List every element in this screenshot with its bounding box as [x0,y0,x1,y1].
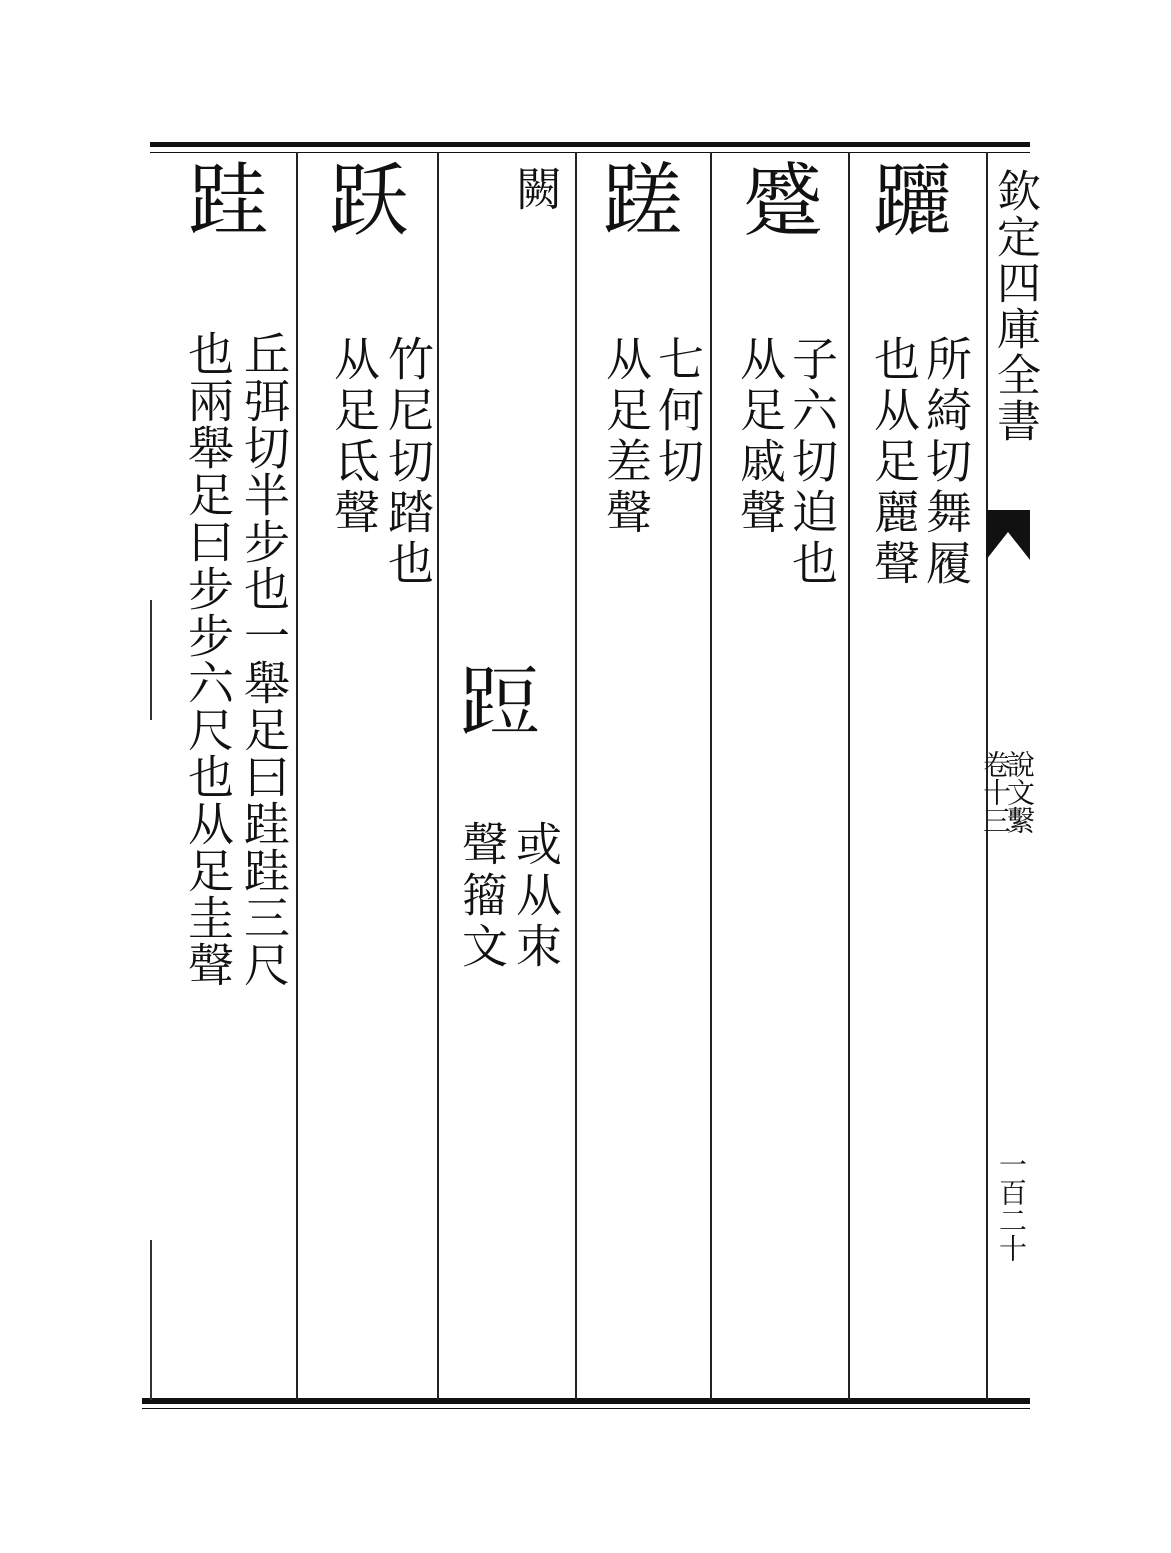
top-border [150,142,1030,147]
gloss-line: 七何切 [651,335,705,488]
gloss-line: 也兩舉足曰步步六尺也从足圭聲 [181,330,235,988]
column-divider [575,152,577,1400]
gloss-line: 也从足麗聲 [867,335,921,590]
headword: 蹉 [589,158,682,244]
left-edge-mark [150,600,152,720]
headword: 蹙 [729,158,822,244]
bottom-border-inner [142,1408,1030,1409]
fish-tail-mark-icon [986,510,1030,560]
book-title: 欽定四庫全書 [989,168,1040,444]
gloss-line: 所綺切舞履 [919,335,973,590]
column-divider [296,152,298,1400]
top-border-inner [150,152,1030,153]
column-divider [437,152,439,1400]
bottom-border [142,1398,1030,1404]
headword: 跬 [175,158,268,244]
column-divider [710,152,712,1400]
left-edge-mark [150,1240,152,1400]
lacuna-note: 闕 [509,165,563,216]
section-label: 說文繫 [1003,750,1036,834]
column-divider [848,152,850,1400]
gloss-line: 从足戚聲 [733,335,787,539]
gloss-line: 从足差聲 [599,335,653,539]
headword: 跃 [315,158,408,244]
gloss-line: 或从朿 [509,820,563,973]
headword: 躧 [859,158,952,244]
page-number: 一百二十 [995,1150,1028,1262]
juan-label: 卷十三 [979,750,1012,834]
gloss-line: 聲籀文 [455,820,509,973]
gloss-line: 从足氐聲 [327,335,381,539]
gloss-line: 竹尼切踏也 [381,335,435,590]
gloss-line: 子六切迫也 [785,335,839,590]
headword: 𨁋 [451,660,544,746]
gloss-line: 丘弭切半步也一舉足曰跬跬三尺 [237,330,291,988]
